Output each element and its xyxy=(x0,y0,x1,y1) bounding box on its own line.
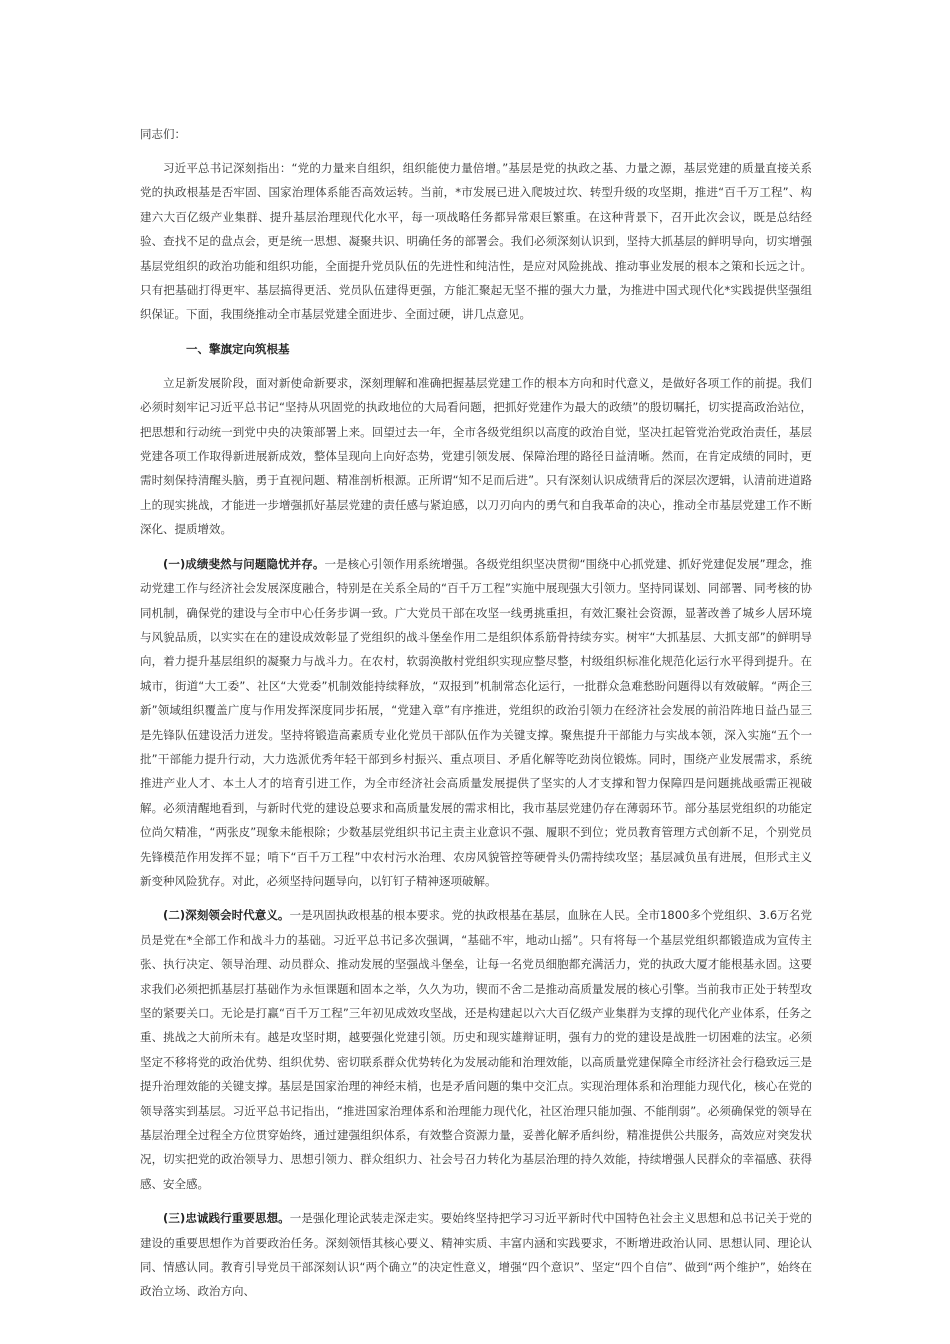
section1-intro-paragraph: 立足新发展阶段，面对新使命新要求，深刻理解和准确把握基层党建工作的根本方向和时代意义，是做好各项工作的前提。我们必须时刻牢记习近平总书记“坚持从巩固党的执政地位的大局看问题，把抓好党建作为最大的政绩”的殷切嘱托，切实提高政治站位，把思想和行动统一到党中央的决策部署上来。回望过去一年，全市各级党组织以高度的政治自觉，坚决扛起管党治党政治责任，基层党建各项工作取得新进展新成效，整体呈现向上向好态势，党建引领发展、保障治理的路径日益清晰。然而，在肯定成绩的同时，更需时刻保持清醒头脑，勇于直视问题、精准剖析根源。正所谓“知不足而后进”。只有深刻认识成绩背后的深层次逻辑，认清前进道路上的现实挑战，才能进一步增强抓好基层党建的责任感与紧迫感，以刀刃向内的勇气和自我革命的决心，推动全市基层党建工作不断深化、提质增效。 xyxy=(140,375,812,537)
point-3-paragraph xyxy=(140,1206,812,1304)
salutation: 同志们： xyxy=(140,127,186,141)
point-3-body: 一是强化理论武装走深走实。要始终坚持把学习习近平新时代中国特色社会主义思想和总书记关于党的建设的重要思想作为首要政治任务。深刻领悟其核心要义、精神实质、丰富内涵和实践要求，不断增进政治认同、思想认同、理论认同、情感认同。教育引导党员干部深刻认识“两个确立”的决定性意义，增强“四个意识”、坚定“四个自信”、做到“两个维护”，始终在政治立场、政治方向、 xyxy=(140,1211,812,1299)
point-2-lead: (二)深刻领会时代意义。 xyxy=(163,908,290,923)
point-2-paragraph xyxy=(140,903,812,1196)
section-heading-1: 一、擎旗定向筑根基 xyxy=(186,341,290,356)
point-2-body: 一是巩固执政根基的根本要求。党的执政根基在基层，血脉在人民。全市1800多个党组织、3.6万名党员是党在*全部工作和战斗力的基础。习近平总书记多次强调，“基础不牢，地动山摇”。只有将每一个基层党组织都锻造成为宣传主张、执行决定、领导治理、动员群众、推动发展的坚强战斗堡垒，让每一名党员细胞都充满活力，党的执政大厦才能根基永固。这要求我们必须把抓基层打基础作为永恒课题和固本之举，久久为功，锲而不舍二是推动高质量发展的核心引擎。当前我市正处于转型攻坚的紧要关口。无论是打赢“百千万工程”三年初见成效攻坚战，还是构建起以六大百亿级产业集群为支撑的现代化产业体系，任务之重、挑战之大前所未有。越是攻坚时期，越要强化党建引领。历史和现实雄辩证明，强有力的党的建设是战胜一切困难的法宝。必须坚定不移将党的政治优势、组织优势、密切联系群众优势转化为发展动能和治理效能，以高质量党建保障全市经济社会行稳致远三是提升治理效能的关键支撑。基层是国家治理的神经末梢，也是矛盾问题的集中交汇点。实现治理体系和治理能力现代化，核心在党的领导落实到基层。习近平总书记指出，“推进国家治理体系和治理能力现代化，社区治理只能加强、不能削弱”。必须确保党的领导在基层治理全过程全方位贯穿始终，通过建强组织体系，有效整合资源力量，妥善化解矛盾纠纷，精准提供公共服务，高效应对突发状况，切实把党的政治领导力、思想引领力、群众组织力、社会号召力转化为基层治理的持久效能，持续增强人民群众的幸福感、获得感、安全感。 xyxy=(140,908,812,1191)
point-1-body: 一是核心引领作用系统增强。各级党组织坚决贯彻“围绕中心抓党建、抓好党建促发展”理念，推动党建工作与经济社会发展深度融合，特别是在关系全局的“百千万工程”实施中展现强大引领力。坚持同谋划、同部署、同考核的协同机制，确保党的建设与全市中心任务步调一致。广大党员干部在攻坚一线勇挑重担，有效汇聚社会资源，显著改善了城乡人居环境与风貌品质，以实实在在的建设成效彰显了党组织的战斗堡垒作用二是组织体系筋骨持续夯实。树牢“大抓基层、大抓支部”的鲜明导向，着力提升基层组织的凝聚力与战斗力。在农村，软弱涣散村党组织实现应整尽整，村级组织标准化规范化运行水平得到提升。在城市，街道“大工委”、社区“大党委”机制效能持续释放，“双报到”机制常态化运行，一批群众急难愁盼问题得以有效破解。“两企三新”领域组织覆盖广度与作用发挥深度同步拓展，“党建入章”有序推进，党组织的政治引领力在经济社会发展的前沿阵地日益凸显三是先锋队伍建设活力迸发。坚持将锻造高素质专业化党员干部队伍作为关键支撑。聚焦提升干部能力与实战本领，深入实施“五个一批”干部能力提升行动，大力选派优秀年轻干部到乡村振兴、重点项目、矛盾化解等吃劲岗位锻炼。同时，围绕产业发展需求，系统推进产业人才、本土人才的培育引进工作，为全市经济社会高质量发展提供了坚实的人才支撑和智力保障四是问题挑战亟需正视破解。必须清醒地看到，与新时代党的建设总要求和高质量发展的需求相比，我市基层党建仍存在薄弱环节。部分基层党组织的功能定位尚欠精准，“两张皮”现象未能根除；少数基层党组织书记主责主业意识不强、履职不到位；党员教育管理方式创新不足，个别党员先锋模范作用发挥不显；啃下“百千万工程”中农村污水治理、农房风貌管控等硬骨头仍需持续攻坚；基层减负虽有进展，但形式主义新变种风险犹存。对此，必须坚持问题导向，以钉钉子精神逐项破解。 xyxy=(140,556,812,888)
point-1-lead: (一)成绩斐然与问题隐忧并存。 xyxy=(163,556,325,571)
point-3-lead: (三)忠诚践行重要思想。 xyxy=(163,1211,290,1226)
document-body xyxy=(140,122,812,1314)
intro-paragraph: 习近平总书记深刻指出：“党的力量来自组织，组织能使力量倍增。”基层是党的执政之基、力量之源，基层党建的质量直接关系党的执政根基是否牢固、国家治理体系能否高效运转。当前，*市发展已进入爬坡过坎、转型升级的攻坚期，推进“百千万工程”、构建六大百亿级产业集群、提升基层治理现代化水平，每一项战略任务都异常艰巨繁重。在这种背景下，召开此次会议，既是总结经验、查找不足的盘点会，更是统一思想、凝聚共识、明确任务的部署会。我们必须深刻认识到，坚持大抓基层的鲜明导向，切实增强基层党组织的政治功能和组织功能，全面提升党员队伍的先进性和纯洁性，是应对风险挑战、推动事业发展的根本之策和长远之计。只有把基础打得更牢、基层搞得更活、党员队伍建得更强，方能汇聚起无坚不摧的强大力量，为推进中国式现代化*实践提供坚强组织保证。下面，我围绕推动全市基层党建全面进步、全面过硬，讲几点意见。 xyxy=(140,161,812,322)
point-1-paragraph xyxy=(140,552,812,894)
